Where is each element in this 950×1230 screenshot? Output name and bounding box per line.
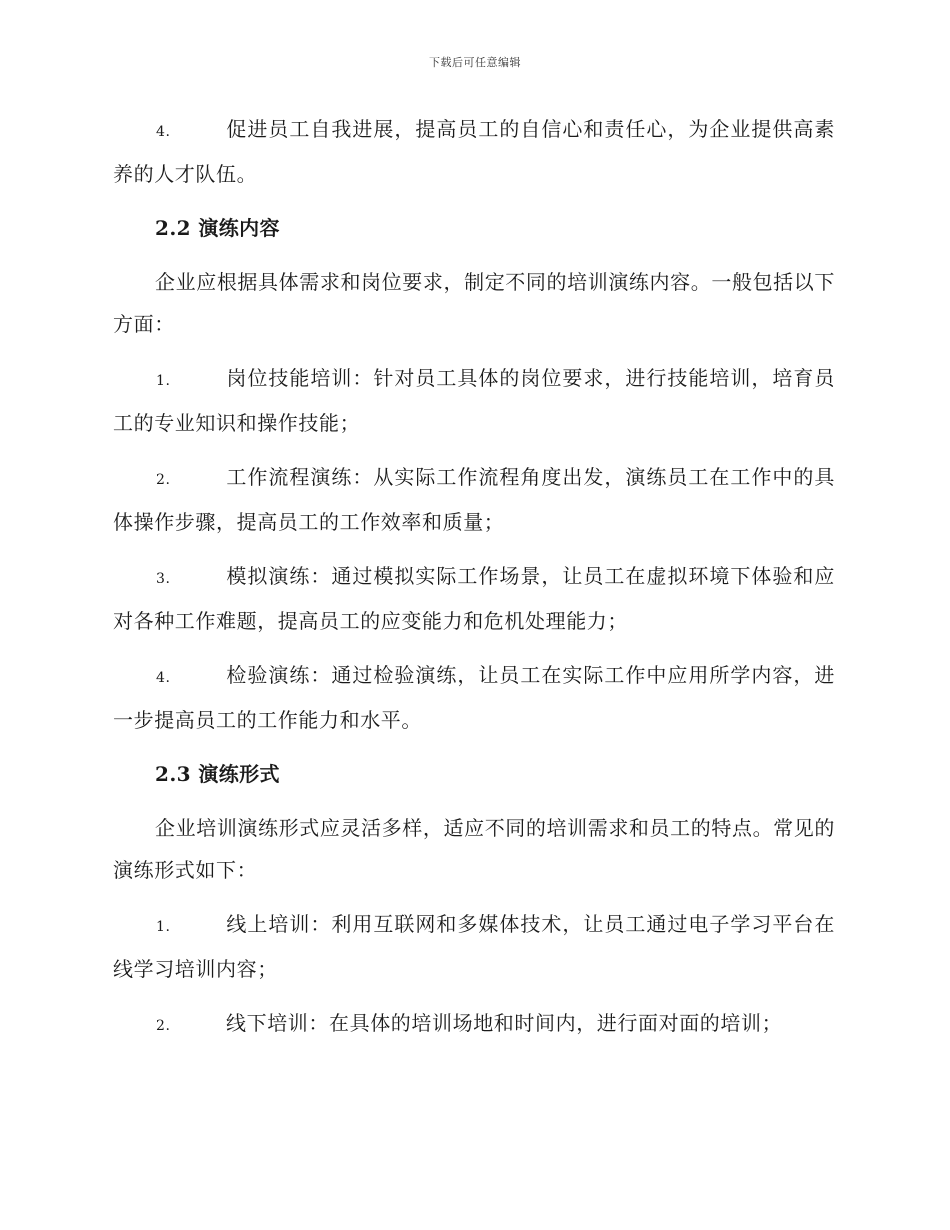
- document-body: [113, 108, 835, 1059]
- list-text: 工作流程演练：从实际工作流程角度出发，演练员工在工作中的具体操作步骤，提高员工的工作效率和质量；: [113, 465, 835, 534]
- list-text: 模拟演练：通过模拟实际工作场景，让员工在虚拟环境下体验和应对各种工作难题，提高员工的应变能力和危机处理能力；: [113, 564, 835, 633]
- list-item: [113, 1002, 835, 1047]
- list-text: 线上培训：利用互联网和多媒体技术，让员工通过电子学习平台在线学习培训内容；: [113, 912, 835, 981]
- list-number: 4.: [156, 124, 171, 140]
- list-text: 促进员工自我进展，提高员工的自信心和责任心，为企业提供高素养的人才队伍。: [113, 117, 835, 186]
- list-text: 岗位技能培训：针对员工具体的岗位要求，进行技能培训，培育员工的专业知识和操作技能；: [113, 366, 835, 435]
- list-text: 检验演练：通过检验演练，让员工在实际工作中应用所学内容，进一步提高员工的工作能力和水平。: [113, 663, 835, 732]
- list-number: 1.: [156, 373, 171, 389]
- paragraph: 企业应根据具体需求和岗位要求，制定不同的培训演练内容。一般包括以下方面：: [113, 270, 835, 336]
- list-number: 3.: [156, 571, 171, 587]
- list-item: [113, 555, 835, 642]
- list-text: 线下培训：在具体的培训场地和时间内，进行面对面的培训；: [226, 1011, 783, 1035]
- list-item: [113, 654, 835, 741]
- list-item: [113, 456, 835, 543]
- list-number: 2.: [156, 472, 171, 488]
- list-number: 2.: [156, 1018, 171, 1034]
- list-number: 1.: [156, 919, 171, 935]
- list-number: 4.: [156, 670, 171, 686]
- list-item: [113, 903, 835, 990]
- page-header: 下载后可任意编辑: [429, 56, 521, 69]
- section-heading: 2.3 演练形式: [155, 762, 280, 786]
- list-item: [113, 357, 835, 444]
- paragraph: 企业培训演练形式应灵活多样，适应不同的培训需求和员工的特点。常见的演练形式如下：: [113, 816, 835, 882]
- section-heading: 2.2 演练内容: [155, 216, 280, 240]
- list-item: [113, 108, 835, 195]
